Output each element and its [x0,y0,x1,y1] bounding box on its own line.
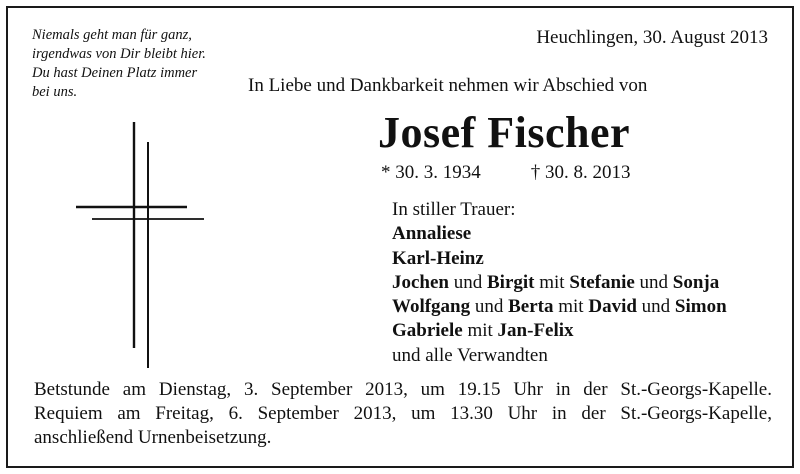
mourner-line [392,222,727,246]
mourner-name: Stefanie [569,271,635,293]
poem-line: Niemals geht man für ganz, [32,27,192,43]
connector-text: mit [553,296,589,318]
poem-line: bei uns. [32,84,78,100]
mourners-heading: In stiller Trauer: [392,199,516,220]
mourner-name: Berta [508,296,554,318]
mourners-closing: und alle Verwandten [392,344,548,366]
mourner-name: Jochen [392,271,449,293]
service-line: Requiem am Freitag, 6. September 2013, um 13.30 Uhr in der St.-Georgs-Kapelle, [34,403,772,424]
mourner-name: Wolfgang [392,296,471,318]
connector-text: mit [462,320,498,342]
mourner-name: David [588,296,637,318]
mourner-name: Birgit [487,271,535,293]
mourner-line [392,295,727,319]
obituary-notice [6,6,794,468]
death-date: † 30. 8. 2013 [530,162,631,183]
service-details [34,378,772,450]
intro-text: In Liebe und Dankbarkeit nehmen wir Abschied von [248,75,648,96]
deceased-name: Josef Fischer [378,108,631,157]
mourner-name: Annaliese [392,223,472,245]
service-line: anschließend Urnenbeisetzung. [34,427,272,448]
connector-text: und [449,271,487,293]
mourner-name: Sonja [672,271,720,293]
life-dates [381,161,631,185]
poem-line: irgendwas von Dir bleibt hier. [32,46,206,62]
mourner-line [392,247,727,271]
mourners-list [392,198,727,368]
place-date: Heuchlingen, 30. August 2013 [536,27,768,48]
connector-text: mit [534,271,570,293]
connector-text: und [634,271,673,293]
poem-line: Du hast Deinen Platz immer [32,65,198,81]
connector-text: und [470,296,509,318]
birth-date: * 30. 3. 1934 [381,162,481,183]
mourner-name: Karl-Heinz [392,247,484,269]
mourner-name: Gabriele [392,320,463,342]
mourner-line [392,271,727,295]
mourner-name: Simon [674,296,727,318]
connector-text: und [636,296,675,318]
service-line: Betstunde am Dienstag, 3. September 2013, um 19.15 Uhr in der St.-Georgs-Kapelle. [34,379,772,400]
memorial-poem [32,26,206,102]
mourner-name: Jan-Felix [497,320,574,342]
cross-icon [76,122,204,368]
mourner-line [392,319,727,343]
